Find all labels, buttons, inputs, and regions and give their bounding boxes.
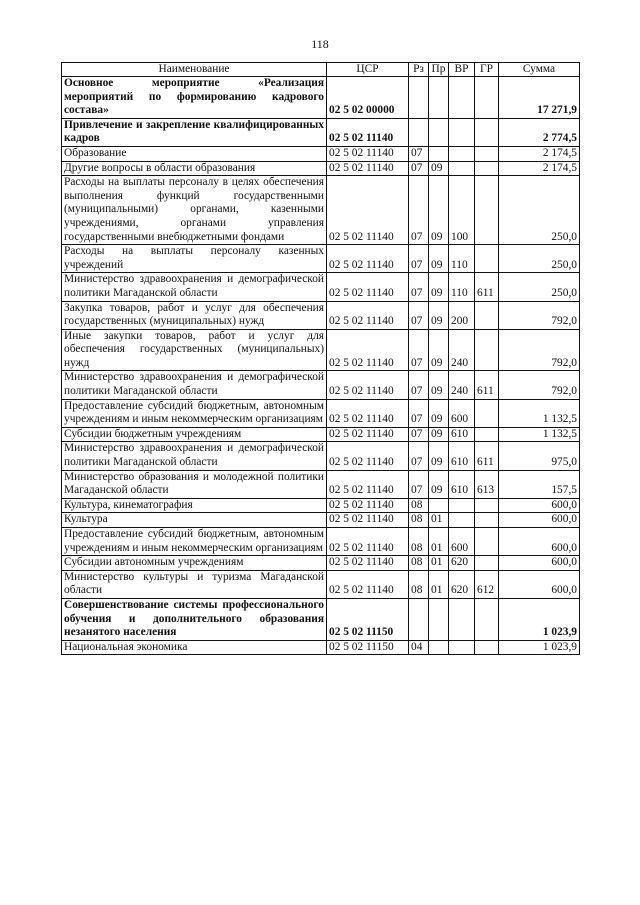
cell-pr — [429, 640, 449, 655]
table-row — [62, 161, 580, 176]
cell-vr — [449, 598, 475, 640]
cell-csr: 02 5 02 11140 — [327, 118, 409, 146]
cell-sum: 250,0 — [499, 245, 580, 273]
cell-csr: 02 5 02 11140 — [327, 442, 409, 470]
cell-vr: 110 — [449, 273, 475, 301]
cell-name: Министерство здравоохранения и демографической политики Магаданской области — [62, 442, 327, 470]
cell-sum: 792,0 — [499, 371, 580, 399]
cell-sum: 600,0 — [499, 513, 580, 528]
cell-rz — [409, 598, 429, 640]
cell-sum: 2 174,5 — [499, 146, 580, 161]
cell-name: Субсидии автономным учреждениям — [62, 556, 327, 571]
cell-gr — [475, 77, 499, 119]
cell-rz: 08 — [409, 498, 429, 513]
cell-vr: 600 — [449, 399, 475, 427]
cell-rz: 08 — [409, 570, 429, 598]
cell-vr — [449, 640, 475, 655]
cell-vr: 610 — [449, 427, 475, 442]
cell-vr: 600 — [449, 528, 475, 556]
cell-rz — [409, 118, 429, 146]
table-row — [62, 570, 580, 598]
table-row — [62, 498, 580, 513]
table-row — [62, 470, 580, 498]
table-row — [62, 301, 580, 329]
cell-rz: 07 — [409, 427, 429, 442]
header-gr: ГР — [475, 63, 499, 77]
cell-name: Предоставление субсидий бюджетным, автономным учреждениям и иным некоммерческим организациям — [62, 399, 327, 427]
cell-gr: 611 — [475, 442, 499, 470]
table-row — [62, 245, 580, 273]
cell-sum: 1 023,9 — [499, 640, 580, 655]
cell-sum: 2 774,5 — [499, 118, 580, 146]
cell-pr: 09 — [429, 245, 449, 273]
cell-name: Культура — [62, 513, 327, 528]
cell-csr: 02 5 02 11140 — [327, 329, 409, 371]
cell-rz: 08 — [409, 556, 429, 571]
cell-sum: 600,0 — [499, 556, 580, 571]
cell-csr: 02 5 02 11150 — [327, 598, 409, 640]
cell-sum: 1 023,9 — [499, 598, 580, 640]
cell-csr: 02 5 02 11140 — [327, 245, 409, 273]
cell-csr: 02 5 02 11150 — [327, 640, 409, 655]
table-row — [62, 442, 580, 470]
cell-rz: 07 — [409, 161, 429, 176]
cell-rz: 07 — [409, 371, 429, 399]
cell-rz: 08 — [409, 528, 429, 556]
cell-csr: 02 5 02 11140 — [327, 176, 409, 245]
cell-rz: 07 — [409, 273, 429, 301]
cell-gr — [475, 513, 499, 528]
cell-gr — [475, 399, 499, 427]
budget-table — [61, 62, 580, 655]
cell-pr: 09 — [429, 161, 449, 176]
cell-pr: 09 — [429, 442, 449, 470]
cell-name: Министерство культуры и туризма Магаданской области — [62, 570, 327, 598]
cell-sum: 157,5 — [499, 470, 580, 498]
header-vr: ВР — [449, 63, 475, 77]
cell-sum: 17 271,9 — [499, 77, 580, 119]
cell-sum: 600,0 — [499, 498, 580, 513]
cell-vr — [449, 77, 475, 119]
cell-csr: 02 5 02 11140 — [327, 301, 409, 329]
cell-vr: 110 — [449, 245, 475, 273]
cell-vr: 620 — [449, 556, 475, 571]
cell-pr — [429, 77, 449, 119]
cell-sum: 1 132,5 — [499, 399, 580, 427]
cell-csr: 02 5 02 11140 — [327, 273, 409, 301]
cell-pr — [429, 598, 449, 640]
cell-csr: 02 5 02 11140 — [327, 399, 409, 427]
table-row — [62, 371, 580, 399]
header-csr: ЦСР — [327, 63, 409, 77]
cell-gr — [475, 528, 499, 556]
cell-vr: 100 — [449, 176, 475, 245]
cell-gr — [475, 498, 499, 513]
cell-csr: 02 5 02 11140 — [327, 528, 409, 556]
cell-sum: 792,0 — [499, 329, 580, 371]
cell-pr: 01 — [429, 556, 449, 571]
cell-pr: 09 — [429, 427, 449, 442]
table-row — [62, 556, 580, 571]
cell-vr — [449, 513, 475, 528]
cell-rz: 07 — [409, 399, 429, 427]
cell-gr: 611 — [475, 273, 499, 301]
cell-name: Предоставление субсидий бюджетным, автономным учреждениям и иным некоммерческим организациям — [62, 528, 327, 556]
table-row — [62, 427, 580, 442]
cell-gr — [475, 118, 499, 146]
cell-csr: 02 5 02 11140 — [327, 470, 409, 498]
header-pr: Пр — [429, 63, 449, 77]
cell-csr: 02 5 02 11140 — [327, 570, 409, 598]
cell-gr: 611 — [475, 371, 499, 399]
header-sum: Сумма — [499, 63, 580, 77]
page-number: 118 — [311, 37, 329, 51]
cell-name: Основное мероприятие «Реализация мероприятий по формированию кадрового состава» — [62, 77, 327, 119]
cell-sum: 250,0 — [499, 273, 580, 301]
cell-pr — [429, 498, 449, 513]
cell-name: Министерство образования и молодежной политики Магаданской области — [62, 470, 327, 498]
cell-vr: 610 — [449, 470, 475, 498]
cell-rz: 08 — [409, 513, 429, 528]
cell-rz: 04 — [409, 640, 429, 655]
cell-vr — [449, 498, 475, 513]
cell-csr: 02 5 02 11140 — [327, 513, 409, 528]
cell-pr: 09 — [429, 399, 449, 427]
cell-rz: 07 — [409, 470, 429, 498]
table-row — [62, 513, 580, 528]
cell-vr: 240 — [449, 329, 475, 371]
cell-csr: 02 5 02 11140 — [327, 498, 409, 513]
cell-sum: 2 174,5 — [499, 161, 580, 176]
cell-sum: 600,0 — [499, 570, 580, 598]
table-row — [62, 273, 580, 301]
cell-vr: 240 — [449, 371, 475, 399]
cell-gr — [475, 598, 499, 640]
cell-sum: 975,0 — [499, 442, 580, 470]
cell-name: Национальная экономика — [62, 640, 327, 655]
cell-vr — [449, 118, 475, 146]
cell-pr: 09 — [429, 273, 449, 301]
cell-gr: 613 — [475, 470, 499, 498]
cell-pr — [429, 146, 449, 161]
cell-name: Иные закупки товаров, работ и услуг для обеспечения государственных (муниципальных) нужд — [62, 329, 327, 371]
cell-sum: 792,0 — [499, 301, 580, 329]
header-rz: Рз — [409, 63, 429, 77]
cell-gr — [475, 640, 499, 655]
cell-name: Культура, кинематография — [62, 498, 327, 513]
cell-pr: 01 — [429, 513, 449, 528]
table-row — [62, 598, 580, 640]
cell-csr: 02 5 02 11140 — [327, 371, 409, 399]
cell-csr: 02 5 02 11140 — [327, 146, 409, 161]
table-row — [62, 528, 580, 556]
cell-vr: 200 — [449, 301, 475, 329]
cell-gr — [475, 329, 499, 371]
cell-gr — [475, 146, 499, 161]
cell-csr: 02 5 02 11140 — [327, 427, 409, 442]
cell-name: Расходы на выплаты персоналу в целях обеспечения выполнения функций государственными (муниципальными) органами, казенными учреждениями, органами управления государственными внебюджетными фондами — [62, 176, 327, 245]
cell-pr: 09 — [429, 329, 449, 371]
table-row — [62, 399, 580, 427]
cell-name: Расходы на выплаты персоналу казенных учреждений — [62, 245, 327, 273]
cell-name: Закупка товаров, работ и услуг для обеспечения государственных (муниципальных) нужд — [62, 301, 327, 329]
cell-rz — [409, 77, 429, 119]
cell-pr: 09 — [429, 301, 449, 329]
table-body — [62, 77, 580, 655]
cell-name: Другие вопросы в области образования — [62, 161, 327, 176]
cell-pr: 01 — [429, 570, 449, 598]
table-row — [62, 176, 580, 245]
cell-name: Министерство здравоохранения и демографической политики Магаданской области — [62, 273, 327, 301]
cell-rz: 07 — [409, 245, 429, 273]
cell-name: Образование — [62, 146, 327, 161]
cell-gr — [475, 161, 499, 176]
cell-gr: 612 — [475, 570, 499, 598]
cell-name: Привлечение и закрепление квалифицированных кадров — [62, 118, 327, 146]
cell-vr: 620 — [449, 570, 475, 598]
cell-gr — [475, 176, 499, 245]
cell-sum: 1 132,5 — [499, 427, 580, 442]
cell-csr: 02 5 02 00000 — [327, 77, 409, 119]
table-row — [62, 77, 580, 119]
cell-sum: 250,0 — [499, 176, 580, 245]
cell-gr — [475, 556, 499, 571]
cell-pr: 09 — [429, 470, 449, 498]
cell-csr: 02 5 02 11140 — [327, 161, 409, 176]
cell-rz: 07 — [409, 329, 429, 371]
table-row — [62, 640, 580, 655]
cell-vr — [449, 146, 475, 161]
cell-pr — [429, 118, 449, 146]
cell-pr: 09 — [429, 371, 449, 399]
cell-rz: 07 — [409, 146, 429, 161]
table-header-row — [62, 63, 580, 77]
cell-vr — [449, 161, 475, 176]
cell-csr: 02 5 02 11140 — [327, 556, 409, 571]
cell-pr: 01 — [429, 528, 449, 556]
cell-rz: 07 — [409, 301, 429, 329]
cell-rz: 07 — [409, 442, 429, 470]
table-row — [62, 329, 580, 371]
cell-rz: 07 — [409, 176, 429, 245]
cell-sum: 600,0 — [499, 528, 580, 556]
table-row — [62, 146, 580, 161]
header-name: Наименование — [62, 63, 327, 77]
cell-gr — [475, 427, 499, 442]
cell-name: Субсидии бюджетным учреждениям — [62, 427, 327, 442]
cell-vr: 610 — [449, 442, 475, 470]
cell-name: Совершенствование системы профессионального обучения и дополнительного образования незанятого населения — [62, 598, 327, 640]
cell-name: Министерство здравоохранения и демографической политики Магаданской области — [62, 371, 327, 399]
cell-gr — [475, 301, 499, 329]
cell-pr: 09 — [429, 176, 449, 245]
table-row — [62, 118, 580, 146]
cell-gr — [475, 245, 499, 273]
